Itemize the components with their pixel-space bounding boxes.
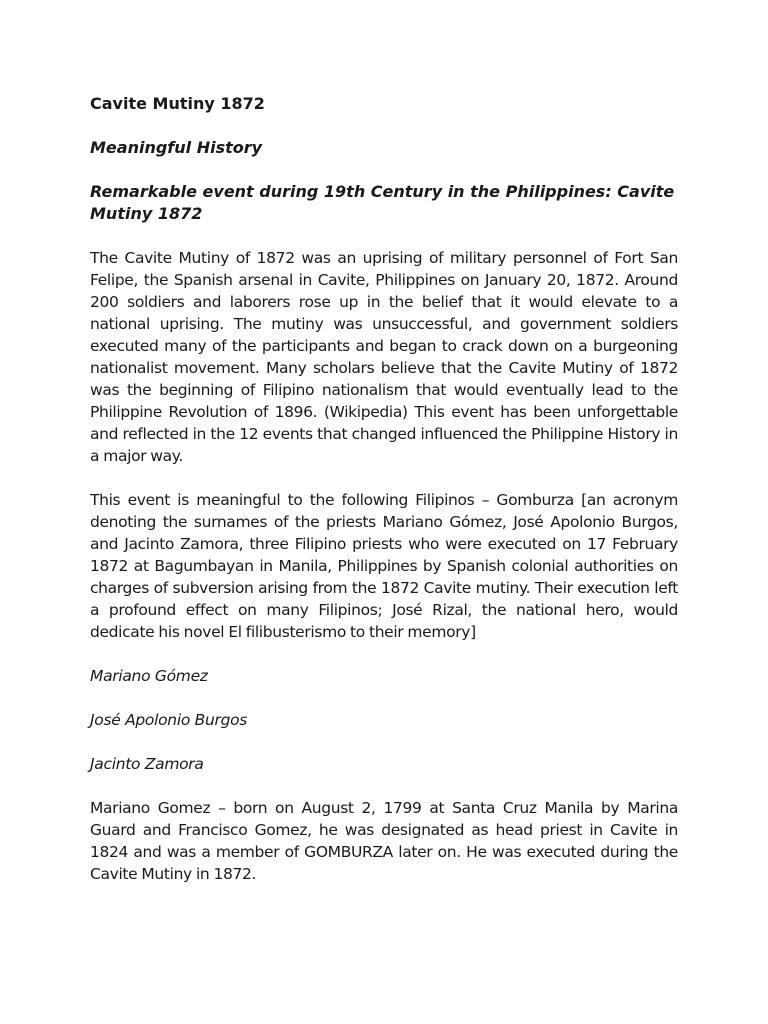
paragraph-mutiny-overview: The Cavite Mutiny of 1872 was an uprising of military personnel of Fort San Felipe, the Spanish arsenal in Cavite, Philippines on January 20, 1872. Around 200 soldiers and laborers rose up in the belief that it would elevate to a national uprising. The mutiny was unsuccessful, and government soldiers executed many of the participants and began to crack down on a burgeoning nationalist movement. Many scholars believe that the Cavite Mutiny of 1872 was the beginning of Filipino nationalism that would eventually lead to the Philippine Revolution of 1896. (Wikipedia) This event has been unforgettable and reflected in the 12 events that changed influenced the Philippine History in a major way. — [90, 249, 678, 465]
document-title: Cavite Mutiny 1872 — [90, 94, 265, 113]
priest-name-burgos: José Apolonio Burgos — [90, 711, 248, 729]
section-heading: Remarkable event during 19th Century in the Philippines: Cavite Mutiny 1872 — [90, 182, 675, 223]
paragraph-gomburza: This event is meaningful to the following Filipinos – Gomburza [an acronym denoting the surnames of the priests Mariano Gómez, José Apolonio Burgos, and Jacinto Zamora, three Filipino priests who were executed on 17 February 1872 at Bagumbayan in Manila, Philippines by Spanish colonial authorities on charges of subversion arising from the 1872 Cavite mutiny. Their execution left a profound effect on many Filipinos; José Rizal, the national hero, would dedicate his novel El filibusterismo to their memory] — [90, 491, 678, 641]
paragraph-gomez-biography: Mariano Gomez – born on August 2, 1799 at Santa Cruz Manila by Marina Guard and Francisco Gomez, he was designated as head priest in Cavite in 1824 and was a member of GOMBURZA later on. He was executed during the Cavite Mutiny in 1872. — [90, 799, 678, 883]
priest-name-zamora: Jacinto Zamora — [90, 755, 204, 773]
document-page — [90, 93, 678, 885]
priest-name-gomez: Mariano Gómez — [90, 667, 208, 685]
document-subtitle: Meaningful History — [90, 138, 263, 157]
